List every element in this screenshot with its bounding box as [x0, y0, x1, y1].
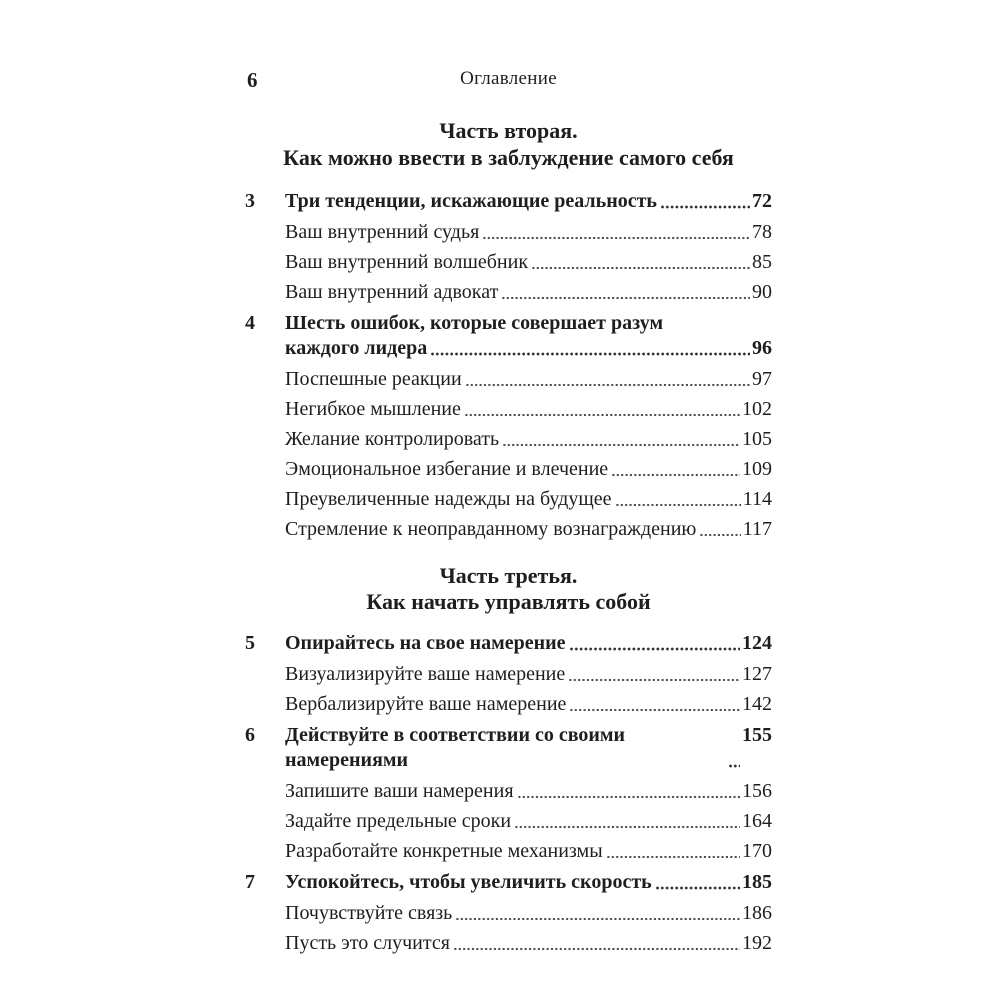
- dots-leader: [532, 265, 750, 271]
- toc-entry: [245, 280, 772, 305]
- toc-entry: [245, 367, 772, 392]
- toc-title: Запишите ваши намерения: [285, 780, 514, 803]
- toc-title-line1: Шесть ошибок, которые совершает разум: [285, 311, 664, 334]
- chapter-number: 7: [245, 871, 255, 894]
- dots-leader: [570, 707, 740, 713]
- dots-leader: [454, 946, 740, 952]
- part-heading-line2: Как можно ввести в заблуждение самого себя: [283, 144, 734, 170]
- toc-page-number: 164: [742, 810, 772, 833]
- toc-page-number: 142: [742, 693, 772, 716]
- toc-title: Пусть это случится: [285, 932, 450, 955]
- toc-entry: [245, 457, 772, 482]
- toc-title-line2-row: [285, 336, 772, 361]
- dots-leader: [616, 502, 741, 508]
- toc-page-number: 114: [742, 487, 772, 510]
- toc-title: Разработайте конкретные механизмы: [285, 840, 603, 863]
- toc-page-number: 102: [742, 397, 772, 420]
- dots-leader: [661, 204, 750, 210]
- toc-entry: [245, 397, 772, 422]
- dots-leader: [431, 351, 750, 357]
- toc-page-number: 156: [742, 780, 772, 803]
- chapter-number: 5: [245, 632, 255, 655]
- toc-page-number: 155: [742, 724, 772, 747]
- toc-title: Преувеличенные надежды на будущее: [285, 487, 612, 510]
- toc-entry: [245, 487, 772, 512]
- toc-title: Стремление к неоправданному вознаграждению: [285, 517, 697, 540]
- toc-page-number: 192: [742, 932, 772, 955]
- running-head: Оглавление: [460, 68, 557, 89]
- toc-title: Действуйте в соответствии со своими намерениями: [285, 724, 626, 772]
- dots-leader: [612, 472, 740, 478]
- toc-page-number: 186: [742, 902, 772, 925]
- toc-title: Задайте предельные сроки: [285, 810, 512, 833]
- folio-page-number: 6: [247, 68, 258, 92]
- part-heading-2: [245, 118, 772, 172]
- toc-title: Желание контролировать: [285, 427, 500, 450]
- dots-leader: [502, 295, 750, 301]
- toc-page-number: 78: [752, 220, 772, 243]
- page-header: [245, 68, 772, 94]
- toc-list: [245, 189, 772, 957]
- toc-title: Негибкое мышление: [285, 397, 461, 420]
- dots-leader: [503, 442, 740, 448]
- dots-leader: [465, 412, 740, 418]
- dots-leader: [518, 794, 740, 800]
- dots-leader: [607, 854, 740, 860]
- dots-leader: [569, 677, 740, 683]
- toc-chapter-entry: [245, 631, 772, 656]
- dots-leader: [570, 646, 740, 652]
- dots-leader: [456, 916, 740, 922]
- toc-page-number: 97: [752, 367, 772, 390]
- dots-leader: [466, 382, 750, 388]
- multiline-title-block: [285, 311, 772, 361]
- toc-entry: [245, 901, 772, 926]
- toc-title: Ваш внутренний адвокат: [285, 280, 499, 303]
- part-heading-line1: Часть вторая.: [439, 118, 578, 143]
- chapter-number: 4: [245, 311, 255, 334]
- toc-page-number: 96: [752, 336, 772, 359]
- page-content: [245, 68, 772, 961]
- part-heading-line1: Часть третья.: [439, 562, 578, 588]
- toc-page-number: 109: [742, 457, 772, 480]
- toc-chapter-entry-multiline: [245, 311, 772, 361]
- toc-title: Почувствуйте связь: [285, 902, 453, 925]
- toc-page-number: 170: [742, 840, 772, 863]
- part-heading-3: [245, 563, 772, 617]
- toc-chapter-entry: [245, 189, 772, 214]
- toc-title: Опирайтесь на свое намерение: [285, 632, 566, 655]
- dots-leader: [515, 824, 740, 830]
- toc-entry: [245, 250, 772, 275]
- toc-entry: [245, 517, 772, 542]
- dots-leader: [483, 235, 750, 241]
- toc-chapter-entry: [245, 870, 772, 895]
- chapter-number: 3: [245, 189, 255, 212]
- toc-page-number: 72: [752, 189, 772, 212]
- toc-entry: [245, 809, 772, 834]
- toc-page-number: 127: [742, 663, 772, 686]
- toc-title: Три тенденции, искажающие реальность: [285, 189, 658, 212]
- dots-leader: [700, 532, 740, 538]
- toc-page-number: 117: [742, 517, 772, 540]
- toc-title: Вербализируйте ваше намерение: [285, 693, 567, 716]
- dots-leader: [729, 763, 740, 769]
- chapter-number: 6: [245, 724, 255, 747]
- toc-title: Ваш внутренний судья: [285, 220, 480, 243]
- toc-title: Ваш внутренний волшебник: [285, 250, 529, 273]
- toc-entry: [245, 692, 772, 717]
- toc-entry: [245, 779, 772, 804]
- toc-page-number: 85: [752, 250, 772, 273]
- dots-leader: [656, 885, 740, 891]
- toc-entry: [245, 662, 772, 687]
- toc-entry: [245, 427, 772, 452]
- part-heading-line2: Как начать управлять собой: [366, 589, 651, 615]
- toc-title: Успокойтесь, чтобы увеличить скорость: [285, 871, 652, 894]
- toc-title: Поспешные реакции: [285, 367, 462, 390]
- toc-entry: [245, 220, 772, 245]
- toc-page-number: 185: [742, 871, 772, 894]
- toc-page-number: 124: [742, 632, 772, 655]
- toc-title-line2: каждого лидера: [285, 336, 428, 359]
- toc-chapter-entry: [245, 723, 772, 773]
- toc-title: Визуализируйте ваше намерение: [285, 663, 566, 686]
- toc-entry: [245, 931, 772, 956]
- toc-title: Эмоциональное избегание и влечение: [285, 457, 609, 480]
- toc-page-number: 105: [742, 427, 772, 450]
- toc-page-number: 90: [752, 280, 772, 303]
- toc-entry: [245, 839, 772, 864]
